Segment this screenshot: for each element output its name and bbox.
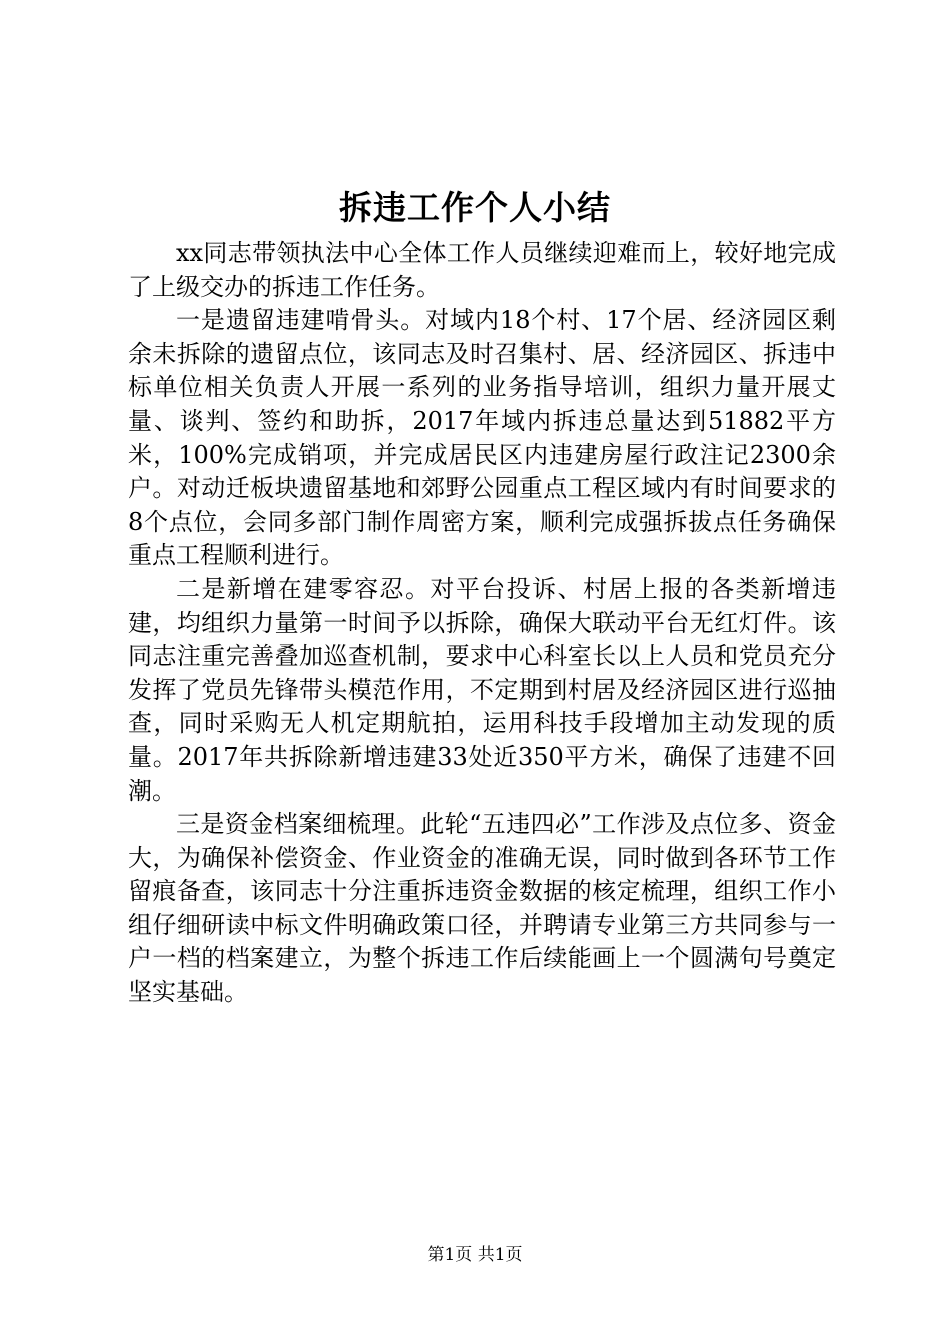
paragraph-intro: xx同志带领执法中心全体工作人员继续迎难而上，较好地完成了上级交办的拆违工作任务。 xyxy=(128,239,836,301)
paragraph-funds-archives: 三是资金档案细梳理。此轮“五违四必”工作涉及点位多、资金大，为确保补偿资金、作业资金的准确无误，同时做到各环节工作留痕备查，该同志十分注重拆违资金数据的核定梳理，组织工作小组仔细研读中标文件明确政策口径，并聘请专业第三方共同参与一户一档的档案建立，为整个拆违工作后续能画上一个圆满句号奠定坚实基础。 xyxy=(128,810,836,1007)
document-title: 拆违工作个人小结 xyxy=(339,188,611,227)
document-body xyxy=(128,237,836,1010)
page-footer: 第1页 共1页 xyxy=(427,1245,523,1265)
paragraph-new-construction: 二是新增在建零容忍。对平台投诉、村居上报的各类新增违建，均组织力量第一时间予以拆除，确保大联动平台无红灯件。该同志注重完善叠加巡查机制，要求中心科室长以上人员和党员充分发挥了党员先锋带头模范作用，不定期到村居及经济园区进行巡抽查，同时采购无人机定期航拍，运用科技手段增加主动发现的质量。2017年共拆除新增违建33处近350平方米，确保了违建不回潮。 xyxy=(128,574,836,805)
paragraph-legacy-demolition: 一是遗留违建啃骨头。对域内18个村、17个居、经济园区剩余未拆除的遗留点位，该同志及时召集村、居、经济园区、拆违中标单位相关负责人开展一系列的业务指导培训，组织力量开展丈量、谈判、签约和助拆，2017年域内拆违总量达到51882平方米，100%完成销项，并完成居民区内违建房屋行政注记2300余户。对动迁板块遗留基地和郊野公园重点工程区域内有时间要求的8个点位，会同多部门制作周密方案，顺利完成强拆拔点任务确保重点工程顺利进行。 xyxy=(128,306,836,570)
